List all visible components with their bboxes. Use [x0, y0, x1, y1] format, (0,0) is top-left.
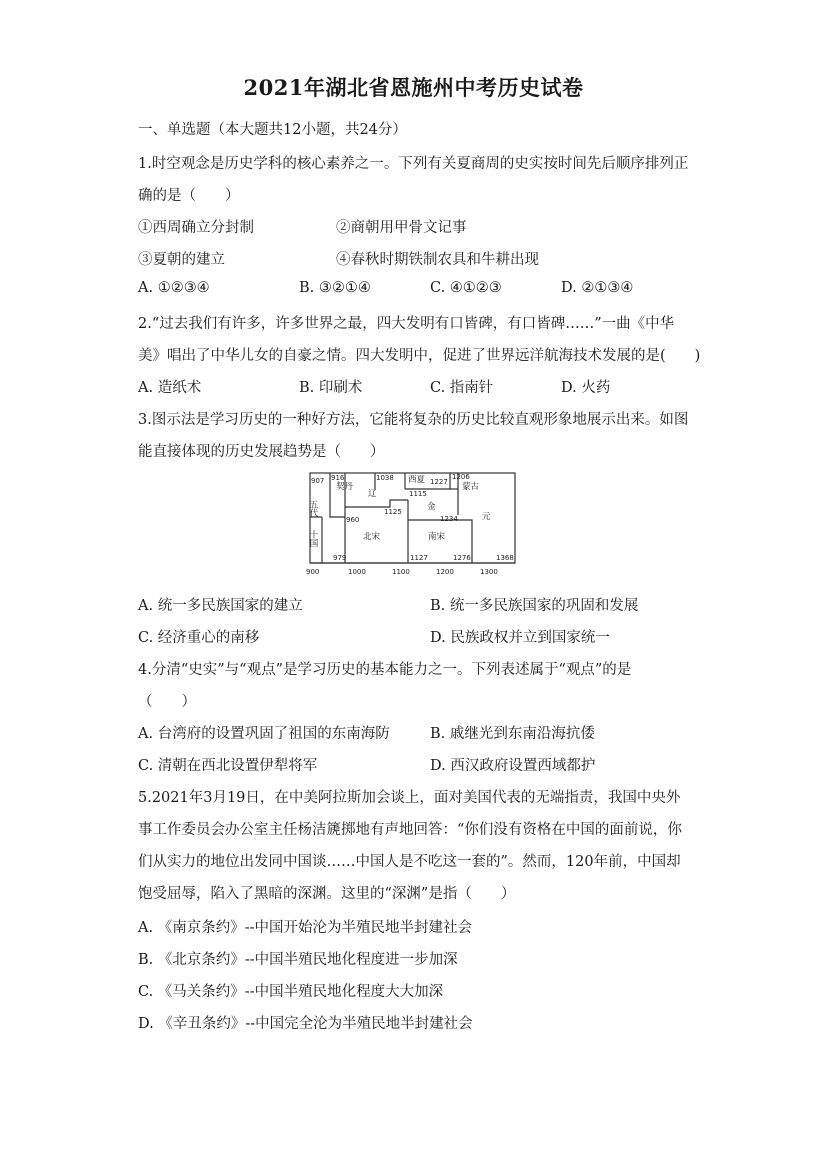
- year-1127: 1127: [410, 554, 428, 562]
- region-liao: 辽: [368, 489, 377, 499]
- q5-stem-line1: 5.2021年3月19日，在中美阿拉斯加会谈上，面对美国代表的无端指责，我国中央外: [138, 790, 681, 806]
- q4-stem-line1: 4.分清“史实”与“观点”是学习历史的基本能力之一。下列表述属于“观点”的是: [138, 662, 632, 678]
- q1-option-a: A. ①②③④: [138, 280, 210, 296]
- q1-item-2: ②商朝用甲骨文记事: [336, 220, 467, 236]
- region-shiguo: 十国: [308, 530, 318, 547]
- region-shiguo-vertical: [308, 529, 318, 548]
- year-979: 979: [333, 554, 347, 562]
- section-header: 一、单选题（本大题共12小题，共24分）: [138, 122, 407, 138]
- q5-stem-line4: 饱受屈辱，陷入了黑暗的深渊。这里的“深渊”是指（ ）: [138, 886, 516, 902]
- year-960: 960: [346, 516, 360, 524]
- q4-option-c: C. 清朝在西北设置伊犁将军: [138, 758, 318, 774]
- q1-item-4: ④春秋时期铁制农具和牛耕出现: [336, 252, 539, 268]
- year-1038: 1038: [376, 474, 394, 482]
- exam-title: 2021年湖北省恩施州中考历史试卷: [243, 75, 584, 100]
- q5-stem-line3: 们从实力的地位出发同中国谈……中国人是不吃这一套的”。然而，120年前，中国却: [138, 854, 681, 870]
- year-1368: 1368: [496, 554, 514, 562]
- axis-tick-1000: 1000: [348, 568, 366, 576]
- q2-option-c: C. 指南针: [430, 380, 494, 396]
- region-wudai: 五代: [308, 500, 318, 517]
- region-yuan: 元: [482, 512, 491, 522]
- q2-stem-line2: 美》唱出了中华儿女的自豪之情。四大发明中，促进了世界远洋航海技术发展的是( ): [138, 348, 701, 364]
- q3-option-a: A. 统一多民族国家的建立: [138, 598, 303, 614]
- q3-option-b: B. 统一多民族国家的巩固和发展: [430, 598, 639, 614]
- year-907: 907: [311, 477, 325, 485]
- q3-stem-line1: 3.图示法是学习历史的一种好方法，它能将复杂的历史比较直观形象地展示出来。如图: [138, 412, 689, 428]
- region-wudai-vertical: [308, 500, 318, 518]
- region-menggu: 蒙古: [462, 482, 480, 492]
- q3-option-d: D. 民族政权并立到国家统一: [430, 630, 610, 646]
- year-1227: 1227: [430, 478, 448, 486]
- history-timeline-figure: [300, 465, 520, 580]
- region-beisong: 北宋: [363, 532, 381, 542]
- q2-option-a: A. 造纸术: [138, 380, 202, 396]
- year-1276: 1276: [453, 554, 471, 562]
- q3-option-c: C. 经济重心的南移: [138, 630, 260, 646]
- q5-option-b: B. 《北京条约》--中国半殖民地化程度进一步加深: [138, 952, 458, 968]
- q5-stem-line2: 事工作委员会办公室主任杨洁篪掷地有声地回答：“你们没有资格在中国的面前说，你: [138, 822, 682, 838]
- q4-option-a: A. 台湾府的设置巩固了祖国的东南海防: [138, 726, 390, 742]
- q1-option-d: D. ②①③④: [561, 280, 634, 296]
- q4-option-b: B. 戚继光到东南沿海抗倭: [430, 726, 595, 742]
- q5-option-c: C. 《马关条约》--中国半殖民地化程度大大加深: [138, 984, 444, 1000]
- axis-tick-1200: 1200: [436, 568, 454, 576]
- year-1234: 1234: [440, 515, 458, 523]
- region-jin: 金: [427, 502, 436, 512]
- q1-option-c: C. ④①②③: [430, 280, 502, 296]
- year-916: 916: [331, 474, 345, 482]
- q4-stem-line2: （ ）: [138, 694, 196, 710]
- region-nansong: 南宋: [428, 532, 446, 542]
- axis-tick-900: 900: [306, 568, 320, 576]
- region-qidan: 契丹: [336, 482, 354, 492]
- q5-option-a: A. 《南京条约》--中国开始沦为半殖民地半封建社会: [138, 920, 472, 936]
- year-1206: 1206: [452, 473, 470, 481]
- q3-stem-line2: 能直接体现的历史发展趋势是（ ）: [138, 444, 385, 460]
- region-xixia: 西夏: [408, 475, 426, 485]
- q4-option-d: D. 西汉政府设置西域都护: [430, 758, 596, 774]
- year-1125: 1125: [384, 508, 402, 516]
- axis-tick-1300: 1300: [480, 568, 498, 576]
- q5-option-d: D. 《辛丑条约》--中国完全沦为半殖民地半封建社会: [138, 1016, 473, 1032]
- axis-tick-1100: 1100: [392, 568, 410, 576]
- q2-option-b: B. 印刷术: [299, 380, 363, 396]
- q1-item-3: ③夏朝的建立: [138, 252, 225, 268]
- q1-item-1: ①西周确立分封制: [138, 220, 254, 236]
- q2-stem-line1: 2.“过去我们有许多，许多世界之最，四大发明有口皆碑，有口皆碑……”一曲《中华: [138, 316, 675, 332]
- year-1115: 1115: [409, 490, 427, 498]
- q1-option-b: B. ③②①④: [299, 280, 371, 296]
- q1-stem-line1: 1.时空观念是历史学科的核心素养之一。下列有关夏商周的史实按时间先后顺序排列正: [138, 156, 689, 172]
- q1-stem-line2: 确的是（ ）: [138, 188, 240, 204]
- q2-option-d: D. 火药: [561, 380, 611, 396]
- timeline-map-svg: [300, 465, 520, 580]
